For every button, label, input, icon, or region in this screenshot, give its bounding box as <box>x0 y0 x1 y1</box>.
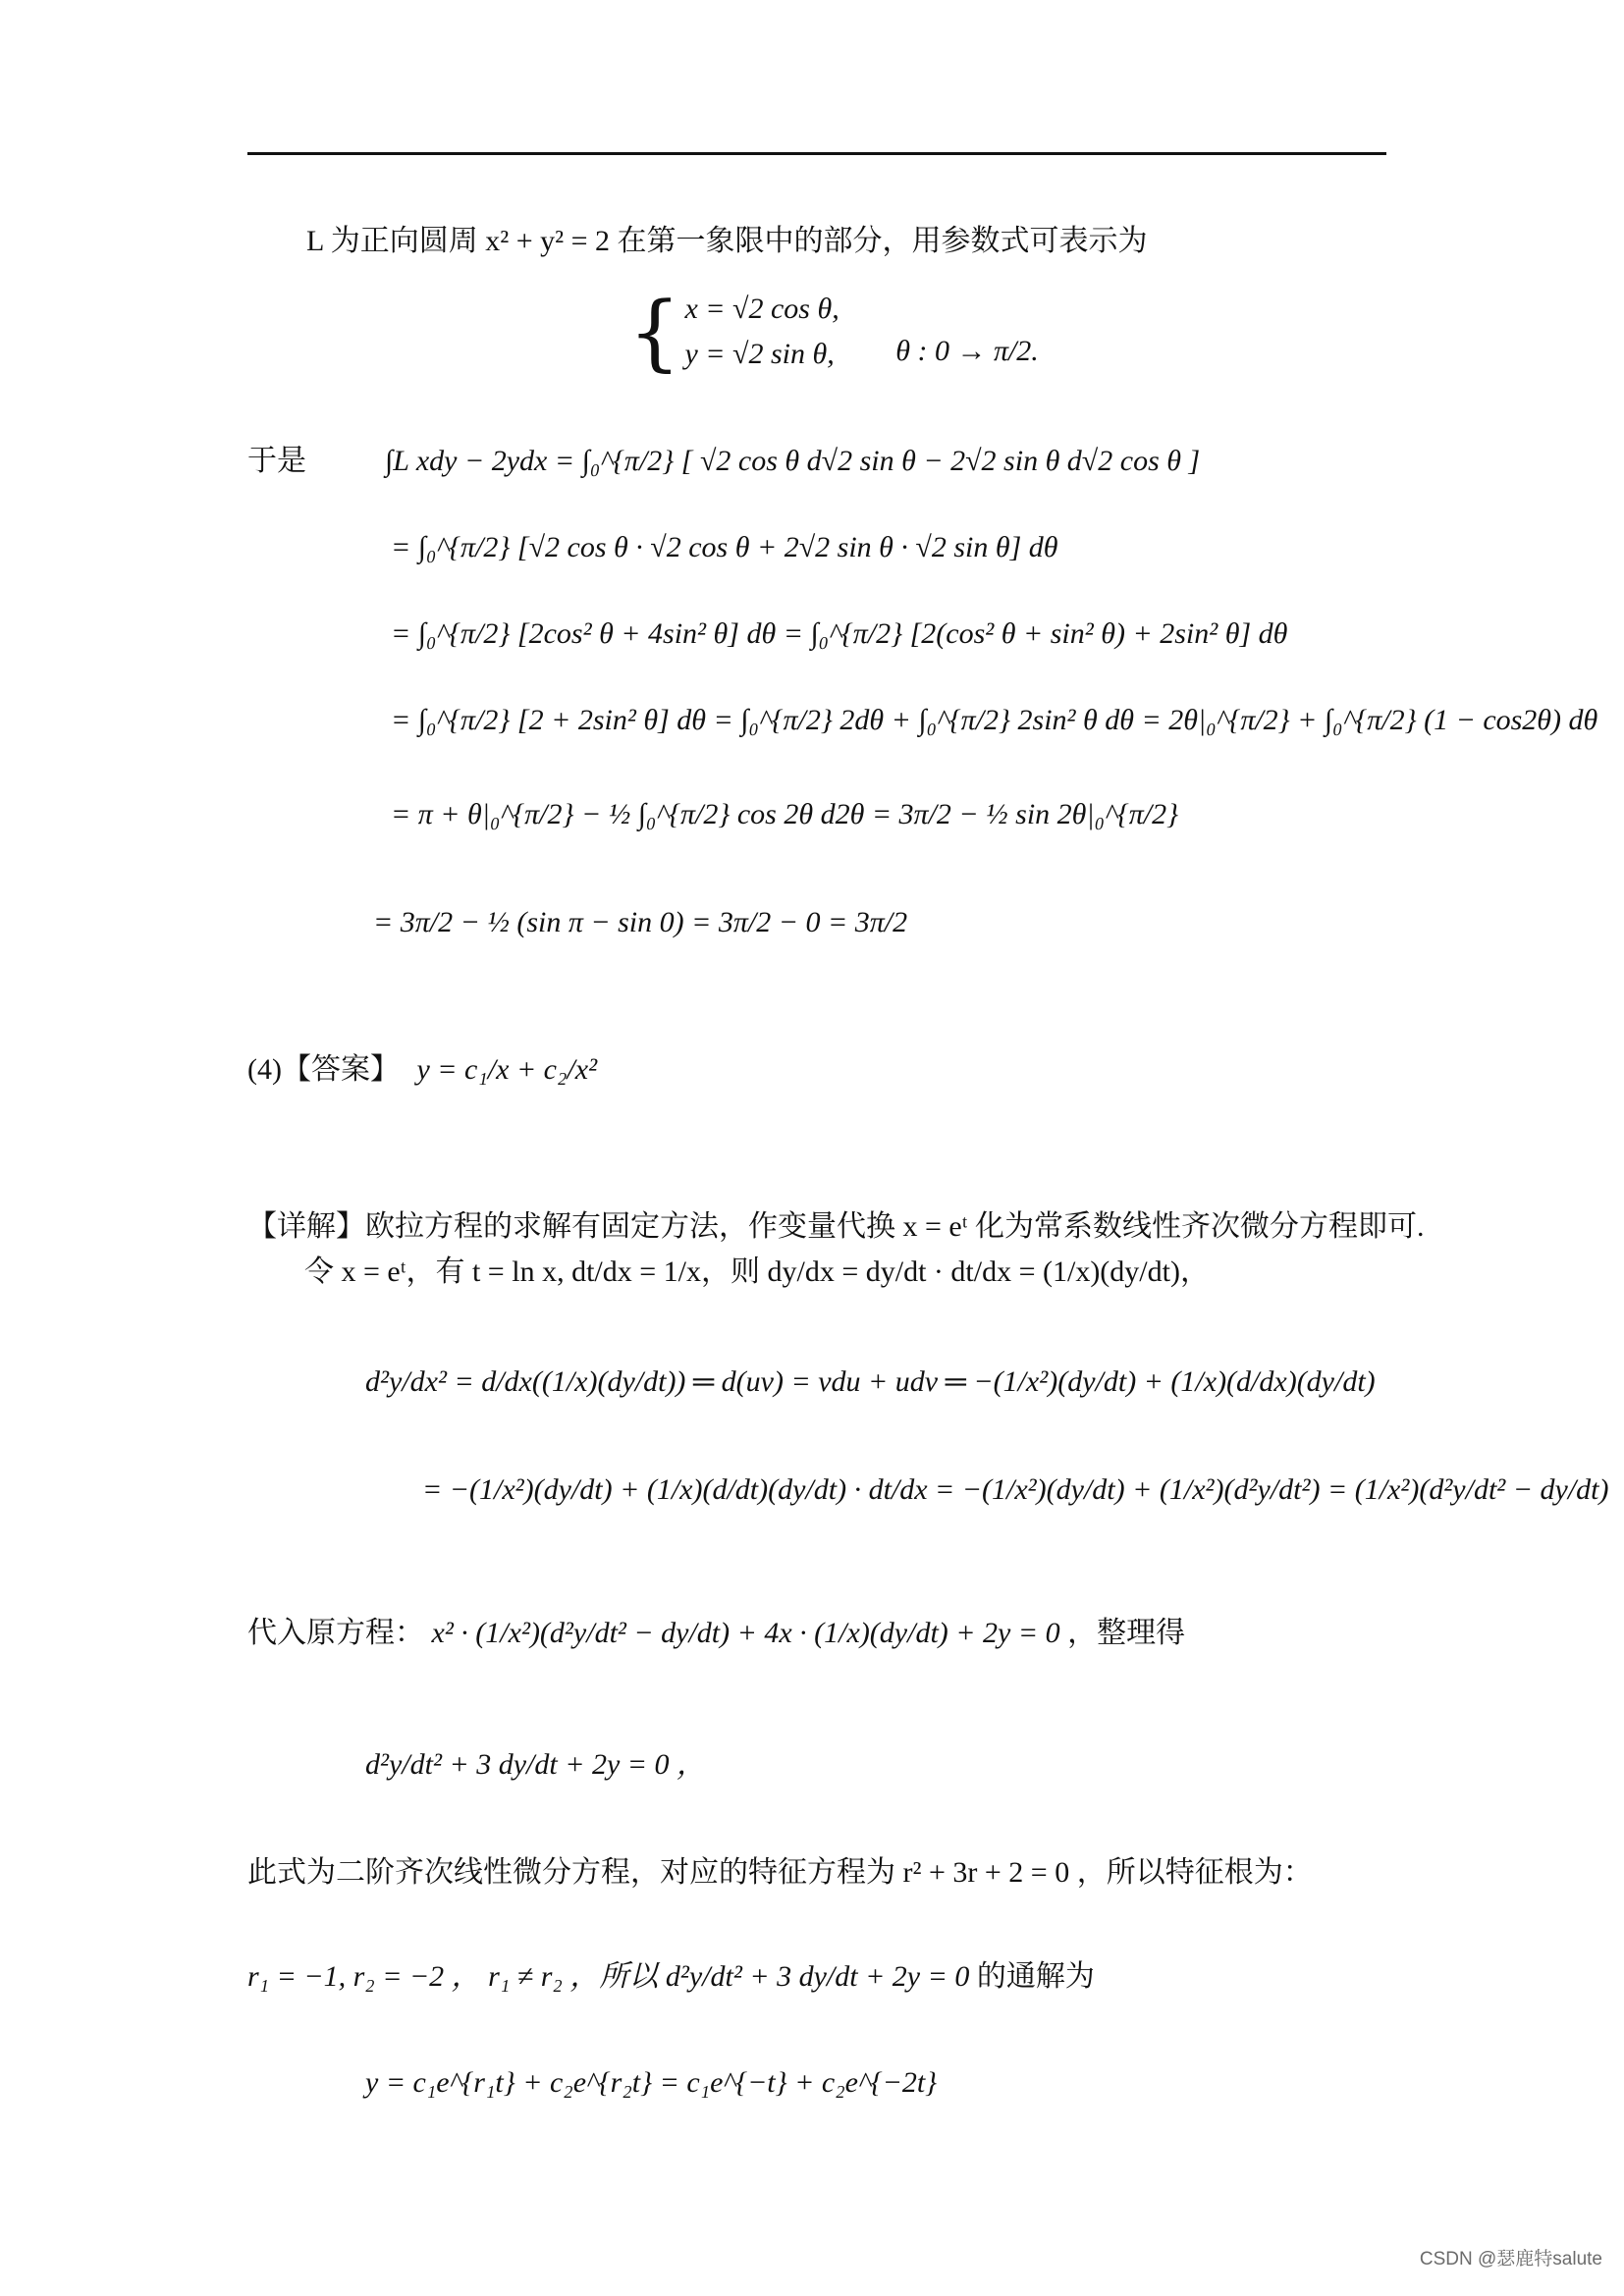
eq5: = π + θ|₀^{π/2} − ½ ∫₀^{π/2} cos 2θ d2θ = 3π/2 − ½ sin 2θ|₀^{π/2} <box>391 798 1179 830</box>
eq2: = ∫₀^{π/2} [√2 cos θ · √2 cos θ + 2√2 sin θ · √2 sin θ] dθ <box>391 531 1058 563</box>
eq6: = 3π/2 − ½ (sin π − sin 0) = 3π/2 − 0 = 3π/2 <box>373 906 908 938</box>
header-rule <box>247 152 1386 155</box>
detail-label: 【详解】 <box>247 1210 365 1243</box>
param-intro: L 为正向圆周 x² + y² = 2 在第一象限中的部分，用参数式可表示为 <box>306 225 1148 257</box>
roots-tail: 的通解为 <box>976 1960 1095 1993</box>
arrange-label: ，整理得 <box>1067 1617 1186 1649</box>
detail-line <box>247 1209 1424 1245</box>
second-derivative-1: d²y/dx² = d/dx((1/x)(dy/dt)) ═ d(uv) = vdu + udv ═ −(1/x²)(dy/dt) + (1/x)(d/dx)(dy/dt) <box>365 1365 1376 1398</box>
simplified-eq: d²y/dt² + 3 dy/dt + 2y = 0 ， <box>365 1748 707 1781</box>
yushi-label: 于是 <box>247 445 306 477</box>
char-text: 此式为二阶齐次线性微分方程，对应的特征方程为 r² + 3r + 2 = 0 ，所以特征根为： <box>247 1856 1313 1889</box>
second-derivative-2: = −(1/x²)(dy/dt) + (1/x)(d/dt)(dy/dt) · dt/dx = −(1/x²)(dy/dt) + (1/x²)(d²y/dt²) = (1/x²)(d²y/dt² − dy/dt) <box>422 1473 1609 1506</box>
answer-4-formula: y = c₁/x + c₂/x² <box>416 1053 598 1086</box>
csdn-watermark: CSDN @瑟鹿特salute <box>1419 2249 1602 2269</box>
param-range: θ : 0 → π/2. <box>895 335 1039 367</box>
substitute-eq: x² · (1/x²)(d²y/dt² − dy/dt) + 4x · (1/x)(dy/dt) + 2y = 0 <box>431 1617 1060 1649</box>
answer-4-label: (4)【答案】 <box>247 1053 400 1086</box>
roots: r₁ = −1, r₂ = −2 ， r₁ ≠ r₂ ，所以 <box>247 1960 659 1993</box>
substitute-line <box>247 1616 1185 1651</box>
eq4: = ∫₀^{π/2} [2 + 2sin² θ] dθ = ∫₀^{π/2} 2dθ + ∫₀^{π/2} 2sin² θ dθ = 2θ|₀^{π/2} + ∫₀^{π/2} (1 − cos2θ) dθ <box>391 704 1598 736</box>
roots-line <box>247 1959 1095 1995</box>
eq3: = ∫₀^{π/2} [2cos² θ + 4sin² θ] dθ = ∫₀^{π/2} [2(cos² θ + sin² θ) + 2sin² θ] dθ <box>391 617 1288 650</box>
answer-4 <box>247 1052 597 1088</box>
param-y: y = √2 sin θ, <box>684 338 835 370</box>
substitute-label: 代入原方程： <box>247 1617 424 1649</box>
brace-icon: { <box>628 284 681 380</box>
let-line: 令 x = eᵗ，有 t = ln x, dt/dx = 1/x，则 dy/dx = dy/dt · dt/dx = (1/x)(dy/dt)， <box>304 1255 1210 1288</box>
general-solution: y = c₁e^{r₁t} + c₂e^{r₂t} = c₁e^{−t} + c₂e^{−2t} <box>365 2066 938 2099</box>
roots-eq: d²y/dt² + 3 dy/dt + 2y = 0 <box>665 1960 970 1993</box>
detail-text: 欧拉方程的求解有固定方法，作变量代换 x = eᵗ 化为常系数线性齐次微分方程即可. <box>365 1210 1425 1243</box>
param-system <box>628 284 1039 380</box>
eq1: ∫L xdy − 2ydx = ∫₀^{π/2} [ √2 cos θ d√2 sin θ − 2√2 sin θ d√2 cos θ ] <box>385 445 1201 477</box>
param-x: x = √2 cos θ, <box>684 293 839 325</box>
